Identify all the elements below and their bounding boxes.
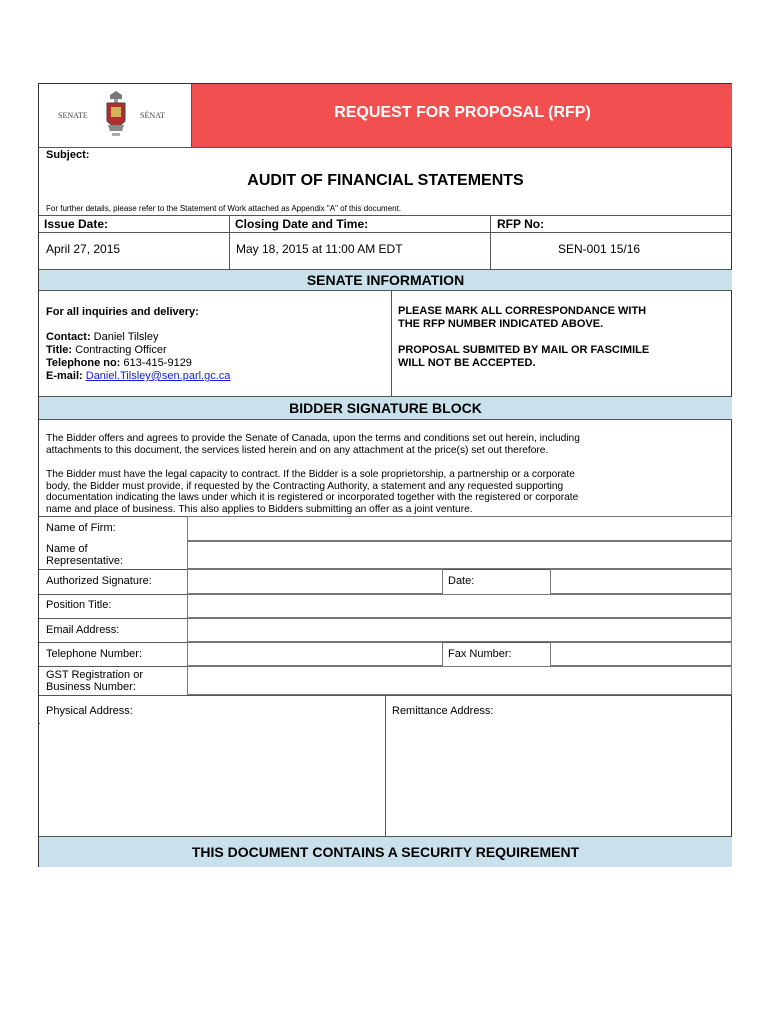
signature-input[interactable] [187, 569, 443, 594]
position-label: Position Title: [46, 599, 112, 611]
notice-line: PLEASE MARK ALL CORRESPONDANCE WITH [398, 305, 647, 317]
paragraph-line: The Bidder must have the legal capacity to contract. If the Bidder is a sole proprietorship, a partnership or a corporate [46, 469, 575, 480]
label-line: GST Registration or [46, 669, 144, 681]
gst-label [46, 669, 143, 693]
notice-line: PROPOSAL SUBMITED BY MAIL OR FASCIMILE [398, 344, 650, 356]
security-requirement-text: THIS DOCUMENT CONTAINS A SECURITY REQUIREMENT [191, 844, 580, 860]
correspondence-notice [398, 305, 646, 331]
email-link[interactable]: Daniel.Tilsley@sen.parl.gc.ca [85, 370, 231, 382]
fax-number-input[interactable] [550, 642, 732, 666]
title-label: Title: [46, 344, 73, 356]
telephone-value: 613-415-9129 [123, 357, 192, 369]
bidder-signature-title: BIDDER SIGNATURE BLOCK [289, 400, 482, 416]
senate-information-title: SENATE INFORMATION [306, 272, 465, 288]
firm-input[interactable] [187, 516, 732, 541]
position-input[interactable] [187, 594, 732, 618]
representative-input[interactable] [187, 541, 732, 569]
label-line: Name of [46, 543, 88, 555]
divider [39, 232, 732, 233]
paragraph-line: attachments to this document, the services listed herein and on any attachment at the price(s) set out therefore. [46, 444, 549, 456]
divider [391, 291, 392, 396]
senate-logo [40, 85, 191, 146]
divider [229, 215, 230, 270]
email-label: E-mail: [46, 370, 83, 382]
rfp-number-value: SEN-001 15/16 [558, 242, 641, 256]
header-title-bar [191, 84, 732, 147]
subject-note: For further details, please refer to the Statement of Work attached as Appendix "A" of this document. [46, 204, 402, 213]
paragraph-line: name and place of business. This also applies to Bidders submitting an offer as a joint venture. [46, 503, 473, 515]
logo-right-text: SÉNAT [140, 111, 165, 120]
notice-line: WILL NOT BE ACCEPTED. [398, 357, 536, 369]
senate-information-heading [39, 269, 732, 291]
contact-info [46, 331, 230, 383]
paragraph-line: documentation indicating the laws under which it is registered or incorporated together with the registered or corporate [46, 492, 579, 503]
telephone-number-label: Telephone Number: [46, 648, 143, 660]
gst-input[interactable] [187, 666, 732, 695]
page-title: REQUEST FOR PROPOSAL (RFP) [334, 104, 591, 121]
senate-crest-icon [104, 91, 128, 139]
divider [490, 215, 491, 270]
representative-label [46, 543, 123, 567]
title-value: Contracting Officer [75, 344, 167, 356]
divider [39, 147, 732, 148]
paragraph-line: The Bidder offers and agrees to provide the Senate of Canada, upon the terms and conditions set out herein, including [46, 433, 580, 444]
fax-number-label: Fax Number: [448, 648, 512, 660]
remittance-address-label: Remittance Address: [392, 705, 494, 717]
bidder-paragraph-2 [46, 469, 578, 515]
telephone-number-input[interactable] [187, 642, 443, 666]
rfp-form [38, 83, 732, 867]
subject-title: AUDIT OF FINANCIAL STATEMENTS [247, 172, 524, 189]
contact-value: Daniel Tilsley [93, 331, 159, 343]
security-requirement-banner [39, 836, 732, 867]
divider [39, 215, 732, 216]
notice-line: THE RFP NUMBER INDICATED ABOVE. [398, 318, 604, 330]
label-line: Business Number: [46, 681, 136, 693]
closing-date-value: May 18, 2015 at 11:00 AM EDT [236, 242, 403, 256]
submission-notice [398, 344, 649, 370]
physical-address-label: Physical Address: [46, 705, 133, 717]
bidder-paragraph-1 [46, 433, 580, 456]
date-input[interactable] [550, 569, 732, 594]
telephone-label: Telephone no: [46, 357, 121, 369]
inquiries-label: For all inquiries and delivery: [46, 306, 199, 318]
issue-date-value: April 27, 2015 [46, 242, 121, 256]
email-address-label: Email Address: [46, 624, 120, 636]
closing-date-label: Closing Date and Time: [235, 217, 369, 231]
date-label: Date: [448, 575, 475, 587]
issue-date-label: Issue Date: [44, 217, 109, 231]
email-address-input[interactable] [187, 618, 732, 642]
bidder-signature-heading [39, 396, 732, 420]
rfp-number-label: RFP No: [497, 217, 545, 231]
paragraph-line: body, the Bidder must provide, if requested by the Contracting Authority, a statement and any requested supporting [46, 480, 564, 492]
logo-left-text: SENATE [58, 111, 88, 120]
contact-label: Contact: [46, 331, 91, 343]
remittance-address-input[interactable] [386, 723, 731, 836]
signature-label: Authorized Signature: [46, 575, 152, 587]
physical-address-input[interactable] [40, 723, 385, 836]
label-line: Representative: [46, 555, 124, 567]
subject-label: Subject: [46, 149, 90, 161]
firm-label: Name of Firm: [46, 522, 116, 534]
